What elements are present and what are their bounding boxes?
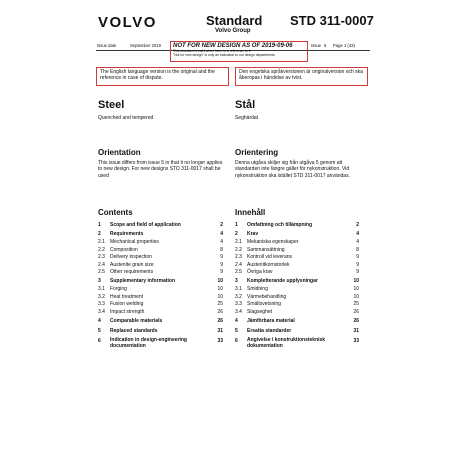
toc-item-page: 9	[220, 269, 223, 275]
contents-list-sv	[235, 220, 359, 360]
orientation-heading-sv: Orientering	[235, 148, 279, 157]
toc-item-number: 2.3	[235, 254, 242, 260]
toc-item	[235, 269, 359, 275]
toc-item-page: 10	[217, 286, 223, 292]
toc-item-number: 3.3	[235, 301, 242, 307]
toc-item	[98, 309, 223, 315]
title-sv: Stål	[235, 99, 256, 111]
toc-item	[235, 231, 359, 237]
toc-item-label: Mechanical properties	[110, 239, 159, 245]
toc-item-label: Supplementary information	[110, 278, 176, 284]
toc-item	[235, 254, 359, 260]
orientation-text-sv: Denna utgåva skiljer sig från utgåva 5 genom att standarden inte längre gäller för nykonstruktion. Vid nykonstruktion ska istället STD 311-0017 användas.	[235, 160, 350, 179]
toc-item	[98, 338, 223, 350]
toc-item-label: Krav	[247, 231, 259, 237]
toc-item-page: 26	[217, 309, 223, 315]
volvo-logo: VOLVO	[98, 14, 157, 31]
toc-item-label: Indication in design-engineering documentation	[110, 337, 187, 349]
toc-item	[98, 318, 223, 324]
toc-item	[235, 278, 359, 284]
toc-item-label: Omfattning och tillämpning	[247, 222, 312, 228]
toc-item-number: 4	[235, 318, 238, 324]
toc-item-label: Ersatta standarder	[247, 328, 292, 334]
toc-item-label: Smidning	[247, 286, 268, 292]
toc-item-label: Forging	[110, 286, 127, 292]
toc-item-number: 3	[235, 278, 238, 284]
toc-item	[98, 262, 223, 268]
toc-item-number: 2.3	[98, 254, 105, 260]
toc-item-page: 10	[353, 286, 359, 292]
toc-item	[98, 328, 223, 334]
toc-item	[98, 222, 223, 228]
language-note-sv: Den engelska språkversionen är originalversion och ska åberopas i händelse av tvist.	[235, 67, 368, 86]
toc-item-label: Heat treatment	[110, 294, 144, 300]
toc-item-page: 26	[217, 318, 223, 324]
toc-item-number: 4	[98, 318, 101, 324]
toc-item	[235, 318, 359, 324]
not-for-new-design-notice	[170, 41, 308, 62]
toc-item-label: Värmebehandling	[247, 294, 287, 300]
toc-item	[235, 294, 359, 300]
toc-item-page: 2	[356, 222, 359, 228]
toc-item-label: Composition	[110, 247, 138, 253]
contents-heading-en: Contents	[98, 208, 133, 217]
toc-item-page: 10	[353, 294, 359, 300]
toc-item-number: 3.1	[98, 286, 105, 292]
toc-item	[235, 247, 359, 253]
toc-item-page: 9	[356, 254, 359, 260]
toc-item-label: Other requirements	[110, 269, 154, 275]
toc-item-label: Replaced standards	[110, 328, 158, 334]
subtitle-sv: Seghärdat	[235, 115, 259, 121]
toc-item-number: 3.3	[98, 301, 105, 307]
toc-item	[98, 286, 223, 292]
toc-item	[98, 269, 223, 275]
toc-item-number: 2	[235, 231, 238, 237]
toc-item	[235, 286, 359, 292]
toc-item-number: 2.4	[98, 262, 105, 268]
toc-item-label: Requirements	[110, 231, 144, 237]
toc-item-number: 2.2	[98, 247, 105, 253]
toc-item	[98, 231, 223, 237]
toc-item	[235, 338, 359, 350]
toc-item-number: 2.1	[98, 239, 105, 245]
title-en: Steel	[98, 99, 125, 111]
toc-item-label: Sammansättning	[247, 247, 285, 253]
toc-item	[235, 328, 359, 334]
toc-item-number: 2.5	[98, 269, 105, 275]
toc-item	[235, 262, 359, 268]
orientation-heading-en: Orientation	[98, 148, 141, 157]
toc-item-number: 2.4	[235, 262, 242, 268]
toc-item-page: 8	[220, 247, 223, 253]
toc-item-number: 6	[235, 338, 238, 344]
toc-item-page: 4	[220, 231, 223, 237]
issue-number: 6	[324, 43, 327, 48]
toc-item	[235, 239, 359, 245]
toc-item	[98, 239, 223, 245]
toc-item-label: Smältsvetsning	[247, 301, 281, 307]
group-name: Volvo Group	[215, 28, 251, 34]
toc-item-label: Scope and field of application	[110, 222, 181, 228]
toc-item-label: Slagseghet	[247, 309, 273, 315]
toc-item-page: 33	[353, 338, 359, 344]
toc-item-page: 4	[220, 239, 223, 245]
toc-item-page: 10	[217, 294, 223, 300]
language-note-en: The English language version is the original and the reference in case of dispute.	[96, 67, 229, 86]
toc-item-page: 9	[356, 269, 359, 275]
notice-title: NOT FOR NEW DESIGN AS OF 2019-09-06	[173, 43, 293, 49]
toc-item-page: 10	[353, 278, 359, 284]
issue-date: September 2019	[130, 43, 161, 48]
standard-number: STD 311-0007	[290, 13, 374, 28]
toc-item-page: 2	[220, 222, 223, 228]
toc-item-page: 31	[353, 328, 359, 334]
toc-item-label: Austenite grain size	[110, 262, 154, 268]
toc-item-page: 9	[220, 262, 223, 268]
toc-item	[98, 294, 223, 300]
issue-label: Issue	[311, 43, 322, 48]
toc-item-label: Mekaniska egenskaper	[247, 239, 299, 245]
toc-item-number: 2	[98, 231, 101, 237]
toc-item-page: 26	[353, 309, 359, 315]
toc-item	[235, 222, 359, 228]
toc-item-number: 2.1	[235, 239, 242, 245]
toc-item-page: 4	[356, 239, 359, 245]
toc-item-number: 1	[235, 222, 238, 228]
toc-item	[235, 301, 359, 307]
notice-line-2: "Not for new design" is only an indication to our design departments.	[173, 53, 276, 57]
issue-date-label: Issue date	[97, 43, 117, 48]
toc-item	[98, 301, 223, 307]
toc-item	[98, 247, 223, 253]
toc-item-page: 9	[220, 254, 223, 260]
toc-item-page: 25	[217, 301, 223, 307]
subtitle-en: Quenched and tempered	[98, 115, 154, 121]
contents-list-en	[98, 220, 223, 360]
toc-item-label: Austenitkornstorlek	[247, 262, 290, 268]
toc-item-label: Kompletterande upplysningar	[247, 278, 318, 284]
toc-item-number: 5	[98, 328, 101, 334]
toc-item-page: 31	[217, 328, 223, 334]
toc-item-number: 3.1	[235, 286, 242, 292]
toc-item-number: 1	[98, 222, 101, 228]
toc-item-number: 3.4	[98, 309, 105, 315]
toc-item	[98, 254, 223, 260]
toc-item-number: 2.5	[235, 269, 242, 275]
toc-item-label: Comparable materials	[110, 318, 163, 324]
toc-item-label: Fusion welding	[110, 301, 144, 307]
toc-item-label: Angivelse i konstruktionsteknisk dokumentation	[247, 337, 326, 349]
contents-heading-sv: Innehåll	[235, 208, 266, 217]
toc-item-page: 9	[356, 262, 359, 268]
page-number: Page 1 (33)	[333, 43, 355, 48]
orientation-text-en: This issue differs from issue 5 in that it no longer applies to new design. For new designs STD 311-0017 shall be used	[98, 160, 223, 179]
toc-item-page: 33	[217, 338, 223, 344]
doc-type: Standard	[206, 13, 263, 28]
toc-item-number: 5	[235, 328, 238, 334]
toc-item-number: 2.2	[235, 247, 242, 253]
toc-item-number: 3.4	[235, 309, 242, 315]
toc-item-page: 10	[217, 278, 223, 284]
toc-item-number: 3	[98, 278, 101, 284]
toc-item-number: 3.2	[98, 294, 105, 300]
toc-item-label: Övriga krav	[247, 269, 273, 275]
toc-item-label: Kontroll vid leverans	[247, 254, 293, 260]
toc-item	[235, 309, 359, 315]
toc-item-label: Jämförbara material	[247, 318, 295, 324]
toc-item-page: 25	[353, 301, 359, 307]
toc-item-number: 3.2	[235, 294, 242, 300]
notice-line-1: This standard is valid when there is a reference to it.	[173, 49, 252, 53]
toc-item	[98, 278, 223, 284]
toc-item-page: 4	[356, 231, 359, 237]
toc-item-label: Delivery inspection	[110, 254, 152, 260]
toc-item-page: 26	[353, 318, 359, 324]
toc-item-label: Impact strength	[110, 309, 145, 315]
toc-item-page: 8	[356, 247, 359, 253]
toc-item-number: 6	[98, 338, 101, 344]
